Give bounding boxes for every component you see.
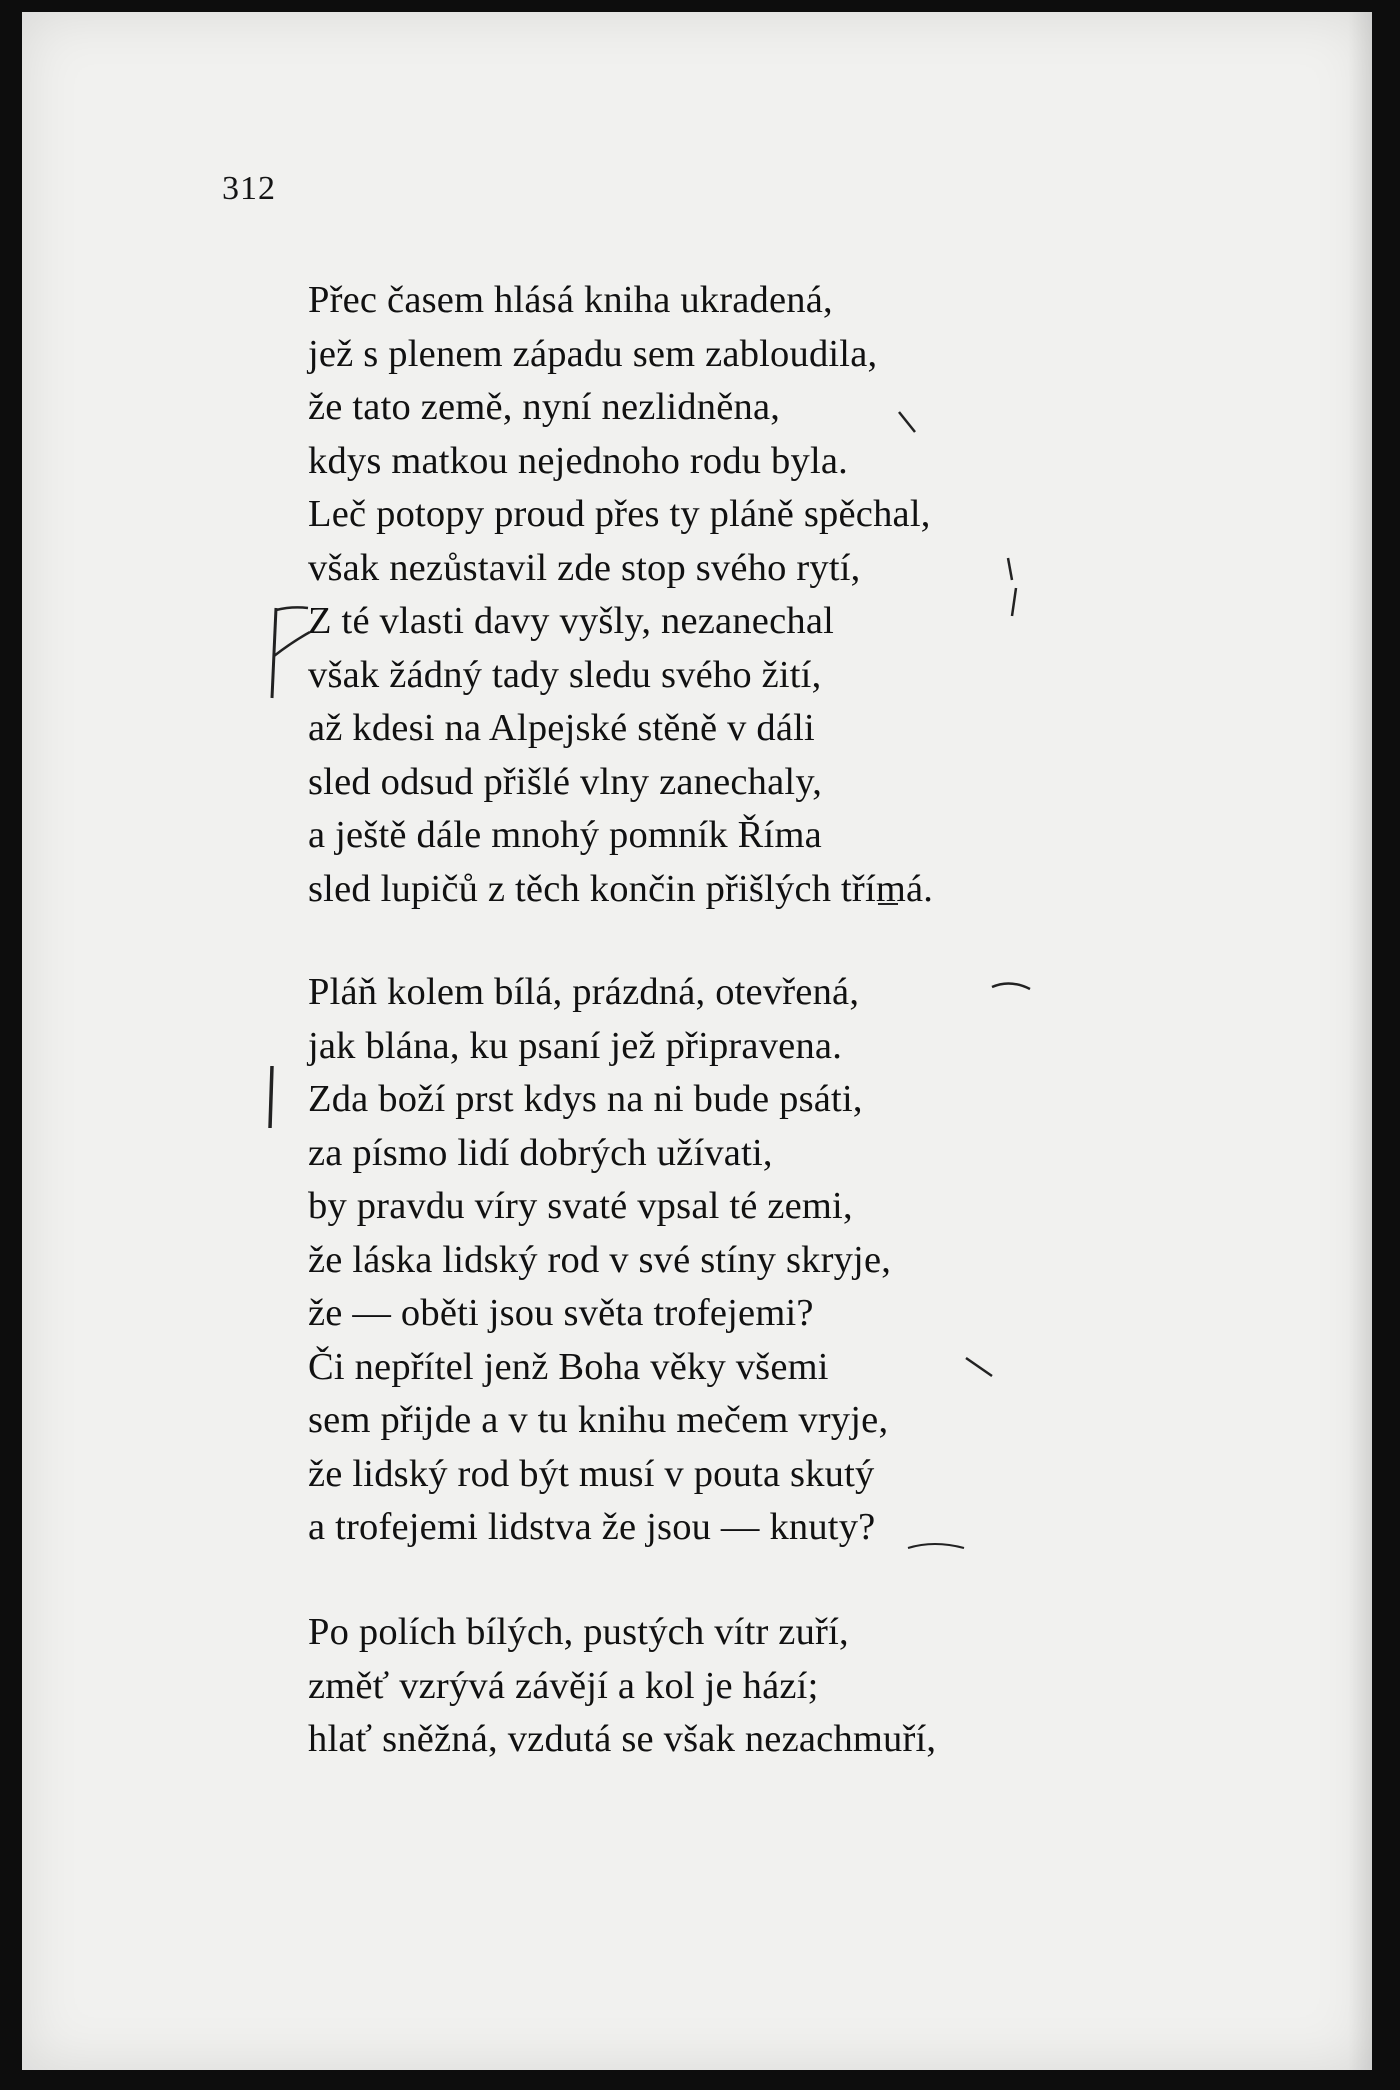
verse-line: kdys matkou nejednoho rodu byla. [308,439,848,482]
verse-line: že — oběti jsou světa trofejemi? [308,1292,814,1334]
verse-line: změť vzrývá závějí a kol je hází; [308,1664,819,1707]
verse-line: Pláň kolem bílá, prázdná, otevřená, [308,971,860,1013]
verse-line: že tato země, nyní nezlidněna, [308,386,781,428]
verse-line: že láska lidský rod v své stíny skryje, [308,1238,892,1281]
verse-line: jež s plenem západu sem zabloudila, [308,332,878,375]
verse-line: a ještě dále mnohý pomník Říma [308,814,822,856]
verse-line: za písmo lidí dobrých užívati, [308,1131,773,1174]
verse-line: jak blána, ku psaní jež připravena. [308,1024,843,1067]
verse-line: Po polích bílých, pustých vítr zuří, [308,1611,849,1653]
verse-line: Z té vlasti davy vyšly, nezanechal [308,600,835,642]
stanza-1 [308,274,933,916]
page-number: 312 [222,170,276,207]
verse-line: sem přijde a v tu knihu mečem vryje, [308,1399,889,1441]
verse-line: by pravdu víry svaté vpsal té zemi, [308,1185,853,1227]
verse-line: a trofejemi lidstva že jsou — knuty? [308,1506,876,1548]
verse-line: Leč potopy proud přes ty pláně spěchal, [308,493,931,535]
verse-line: Či nepřítel jenž Boha věky všemi [308,1345,829,1388]
verse-line: sled lupičů z těch končin přišlých třímá. [308,867,934,910]
verse-line: Přec časem hlásá kniha ukradená, [308,279,833,321]
verse-line: Zda boží prst kdys na ni bude psáti, [308,1078,863,1120]
verse-line: sled odsud přišlé vlny zanechaly, [308,760,823,803]
verse-line: až kdesi na Alpejské stěně v dáli [308,707,815,749]
verse-line: však nezůstavil zde stop svého rytí, [308,546,861,589]
stanza-2 [308,966,891,1555]
verse-line: však žádný tady sledu svého žití, [308,653,822,696]
verse-line: že lidský rod být musí v pouta skutý [308,1452,875,1495]
stanza-3 [308,1606,936,1767]
verse-line: hlať sněžná, vzdutá se však nezachmuří, [308,1718,937,1760]
